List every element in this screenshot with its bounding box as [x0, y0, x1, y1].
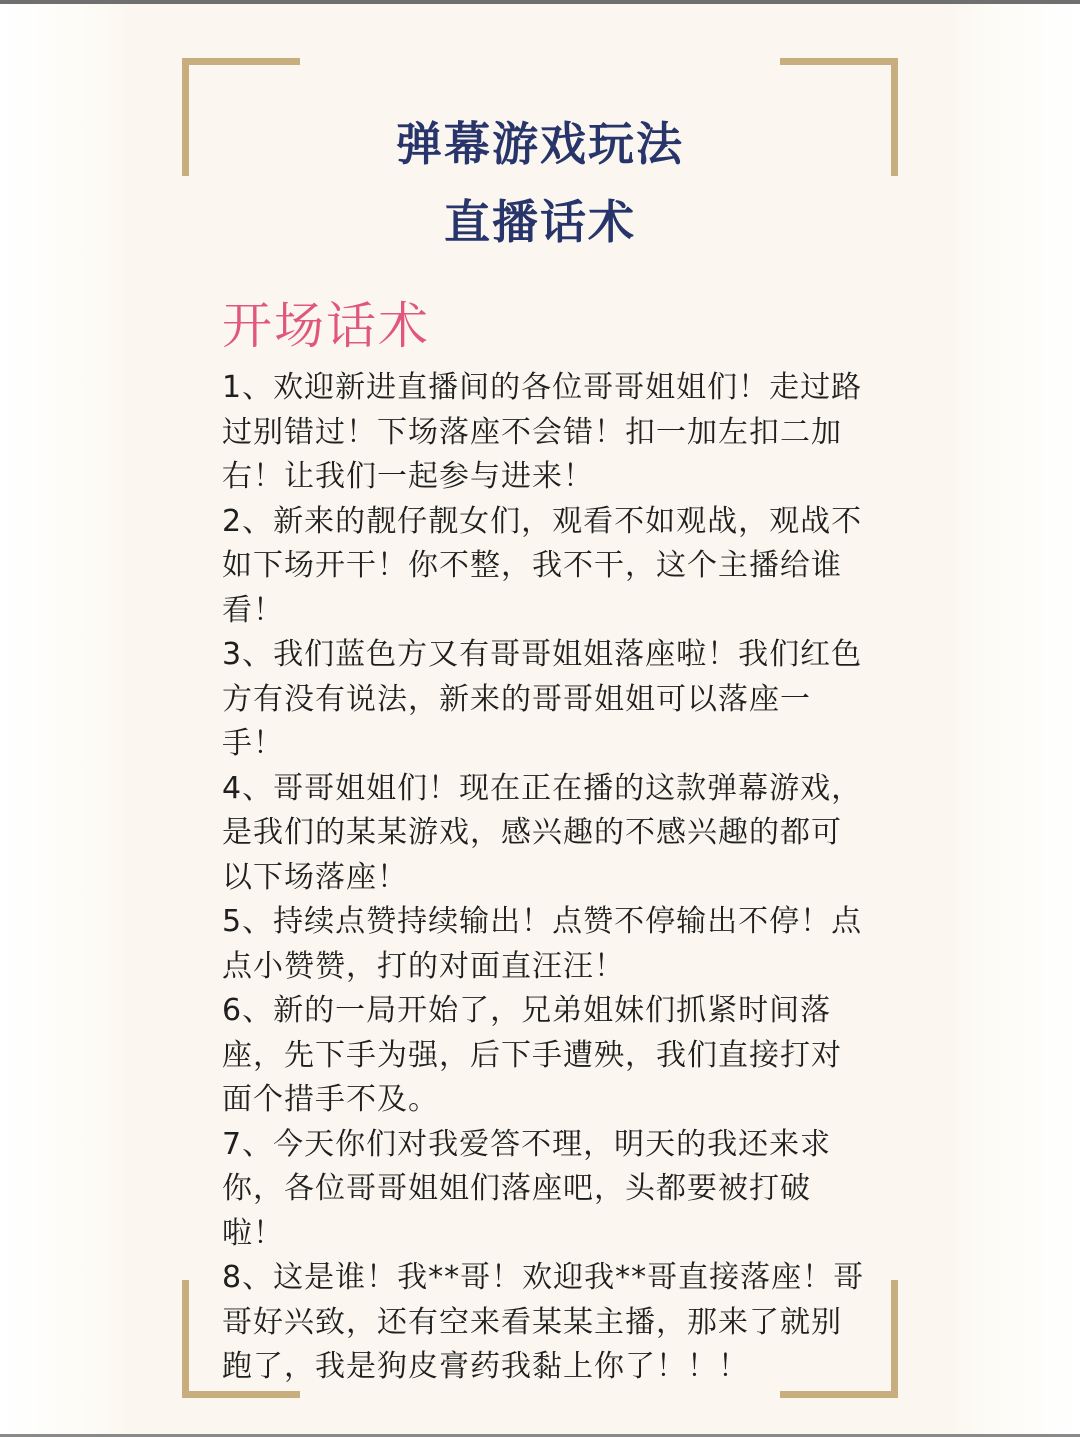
script-item-6: 6、新的一局开始了，兄弟姐妹们抓紧时间落座，先下手为强，后下手遭殃，我们直接打对面个措手不及。	[222, 993, 842, 1117]
top-rule	[0, 0, 1080, 4]
page-title-line-1: 弹幕游戏玩法	[396, 117, 684, 171]
section-heading: 开场话术	[222, 297, 430, 355]
script-list	[222, 366, 872, 1390]
script-item-1: 1、欢迎新进直播间的各位哥哥姐姐们！走过路过别错过！下场落座不会错！扣一加左扣二加右！让我们一起参与进来！	[222, 370, 863, 494]
script-item-7: 7、今天你们对我爱答不理，明天的我还来求你，各位哥哥姐姐们落座吧，头都要被打破啦！	[222, 1126, 832, 1251]
script-item-5: 5、持续点赞持续输出！点赞不停输出不停！点点小赞赞，打的对面直汪汪！	[222, 904, 863, 984]
page-title-line-2: 直播话术	[444, 195, 636, 249]
script-item-8: 8、这是谁！我**哥！欢迎我**哥直接落座！哥哥好兴致，还有空来看某某主播，那来了就别跑了，我是狗皮膏药我黏上你了！！！	[222, 1260, 865, 1384]
script-item-3: 3、我们蓝色方又有哥哥姐姐落座啦！我们红色方有没有说法，新来的哥哥姐姐可以落座一手！	[222, 637, 863, 761]
script-item-4: 4、哥哥姐姐们！现在正在播的这款弹幕游戏，是我们的某某游戏，感兴趣的不感兴趣的都可以下场落座！	[222, 770, 863, 895]
script-item-2: 2、新来的靓仔靓女们，观看不如观战，观战不如下场开干！你不整，我不干，这个主播给谁看！	[222, 503, 863, 628]
